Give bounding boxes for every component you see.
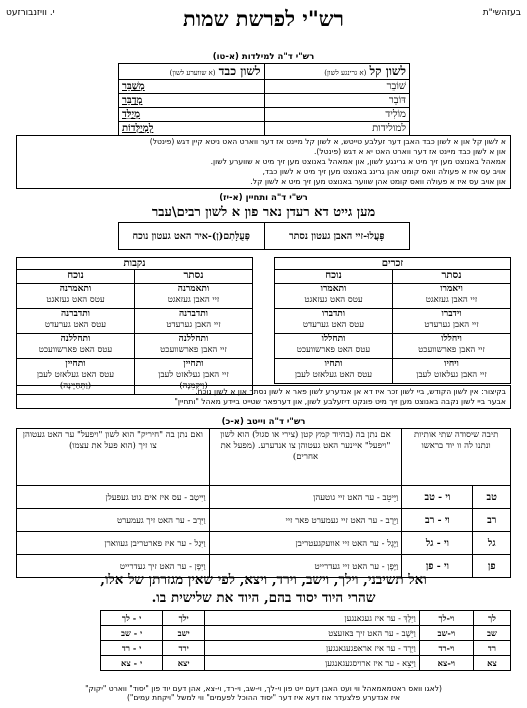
- conj-cell: ויחללו זיי האבן פארשוועכט: [393, 334, 510, 359]
- table-cell: רד: [473, 641, 510, 656]
- conj-cell: ותחיין זיי האבן געלאזט לעבן (וַיִּקְמִּנָה): [158, 359, 229, 391]
- section3-title: רש"י ד"ה וייטב (א-כ): [221, 417, 306, 427]
- nekeva-nochach-col: [17, 270, 134, 394]
- table-cell: ירד: [163, 641, 205, 656]
- yesod-table: [100, 610, 511, 671]
- table-cell: ילך: [163, 611, 205, 626]
- kal-kaved-explanation: [16, 135, 511, 189]
- table-cell: וַיֵּרֶד - ער איז אראפגעגאנגען: [205, 641, 420, 656]
- table-cell: וַיִּגַל - ער איז פארטריבן געווארן: [17, 532, 210, 555]
- table-cell: למולידות: [264, 122, 410, 136]
- zachar-title: זכרים: [275, 258, 510, 270]
- conj-cell: ותאמרו עטס האט געזאגט: [275, 284, 392, 309]
- conj-cell: ותאמרנה עטס האט געזאגט: [17, 284, 134, 309]
- col-header-left: ואם נתן בה "חיריק" הוא לשון "ויפעל" ער האט געטוהן צו זיך (הוא פעל את עצמו): [17, 429, 210, 486]
- table-cell: וַיִּרֶב - ער האט זיך געמערט: [17, 509, 210, 532]
- author-name: י. וויזנבורזעט: [6, 8, 55, 18]
- table-cell: וַיִּיטַב - עס איז אים גוט געפעלן: [17, 486, 210, 509]
- table-cell: מְיַלֵּד: [119, 108, 265, 122]
- zachar-box: [274, 257, 511, 384]
- col-header: נסתר: [393, 270, 510, 284]
- conj-cell: ותדברנה זיי האבן גערעדט: [135, 309, 252, 334]
- conj-cell: ותחיין עטס האט געלאזט לעבן (וַתְּחַיֶּינָה): [36, 359, 115, 391]
- root-cell: וי - פן: [402, 555, 473, 578]
- col-header: נוכח: [17, 270, 134, 284]
- conj-cell: ותדברנה עטס האט גערעדט: [17, 309, 134, 334]
- conj-cell: ויחיו זיי האבן געלאזט לעבן: [416, 359, 487, 380]
- root-cell: פן: [473, 555, 511, 578]
- table-cell: מְדַבֵּר: [119, 94, 265, 108]
- bsd-mark: בעזהשי"ת: [482, 8, 521, 18]
- para-line: אבער ביי לשון נקבה באנוצט מען זיך מיט פונקט דיזעלבע לשון, און דערפאר שטייט ביידע מאהל "ותחיין": [174, 397, 506, 406]
- para-line: אויב עס איז א פעולה וואס קומט אהן גרינג באנוצט מען זיך מיט א לשון כבד,: [262, 167, 506, 176]
- col-header: נוכח: [275, 270, 392, 284]
- table-cell: יצא: [163, 656, 205, 671]
- vayetev-table: [16, 428, 511, 578]
- table-cell: צא: [473, 656, 510, 671]
- para-line: א לשון קל און א לשון כבד האבן דער זעלבע טייטש, א לשון קל מיינט אז דער ווארט האט ניטא קיין דגש (פינטל): [149, 137, 506, 146]
- table-cell: דּוֹבֵר: [264, 94, 410, 108]
- footer-note: [0, 684, 527, 702]
- col-header-right: תיבה שיסודה שתי אותיות ונתנו לה וו יוד בראשו: [402, 429, 511, 486]
- table-cell: וַיֵּיטֵב - ער האט זיי גוטעהן: [209, 486, 402, 509]
- nekeva-nistar-col: [134, 270, 252, 394]
- para-line: און א לשון כבד מיינט אז דער ווארט האט יא א דגש (פינטל).: [313, 147, 506, 156]
- conj-cell: ותחיו עטס האט געלאזט לעבן: [294, 359, 373, 380]
- gufim-table: [118, 222, 410, 250]
- table-cell: וי-רד: [419, 641, 473, 656]
- section1-title: רש"י ד"ה למילדות (א-טו): [212, 52, 315, 62]
- col-header: נסתר: [135, 270, 252, 284]
- footer-line: (לאגו וואס ראטמאמאהל ווי ועט האבן דעם ייט פון וי-לך, וי-שב, וי-רד, וי-צא, אהן דעם יוד פון "יסוד" ווארט "יקוק": [85, 684, 442, 693]
- table-cell: וַיֵּלֶךְ - ער איז געגאנגען: [205, 611, 420, 626]
- zachar-nochach-col: [275, 270, 392, 383]
- conj-cell: ותחללנה זיי האבן פארשוועכט: [135, 334, 252, 359]
- table-cell: וי-לך: [419, 611, 473, 626]
- nekeva-title: נקבות: [17, 258, 252, 270]
- root-cell: וי - רב: [402, 509, 473, 532]
- table-cell: לְמְיַלְּדוֹת: [119, 122, 265, 136]
- conj-cell: ויאמרו זיי האבן געזאגט: [393, 284, 510, 309]
- kal-header: לשון קל (א גרינגע לשון): [264, 64, 410, 80]
- table-cell: ישב: [163, 626, 205, 641]
- conj-cell: ותדברו עטס האט גערעדט: [275, 309, 392, 334]
- conj-cell: ותאמרנה זיי האבן געזאגט: [135, 284, 252, 309]
- page-title: רש"י לפרשת שמות: [183, 6, 344, 31]
- kal-kaved-table: [118, 63, 410, 136]
- gender-summary: [16, 385, 511, 409]
- root-cell: רב: [473, 509, 511, 532]
- table-cell: שב: [473, 626, 510, 641]
- table-cell: מוֹלִיד: [264, 108, 410, 122]
- col-header-mid: אם נתן בה (בהיוד קמץ קטן (צירי או סגול) הוא לשון "ויפעל" איינער האט געטוהן צו אנדערע. (מפעל את אחרים): [209, 429, 402, 486]
- table-cell: וַיֵּרֶב - ער האט זיי געמערט פאר זיי: [209, 509, 402, 532]
- para-line: און אויב עס איז א פעולה וואס קומט אהן שווער באנוצט מען זיך מיט א לשון קל.: [250, 177, 506, 186]
- table-cell: י - צא: [101, 656, 163, 671]
- nochach-box: פְּעֻלָּתִם(ן)-איר האט געטון נוכח: [119, 223, 265, 250]
- table-cell: וַיֶּפֶן - ער האט זיי געדרייט: [209, 555, 402, 578]
- section2-headline: מען גייט דא רעדן נאר פון א לשון רבים\עבר: [151, 205, 376, 220]
- conj-cell: וידברו זיי האבן גערעדט: [393, 309, 510, 334]
- para-line: בקיצור: אין לשון הקודש, ביי לשון זכר איז דא אן אנדערע לשון פאר א לשון נסתר און א לשון נוכח,: [195, 387, 506, 396]
- nistar-box: פָּעֲלוּ-זיי האבן געטון נסתר: [264, 223, 410, 250]
- zachar-nistar-col: [392, 270, 510, 383]
- table-cell: שׁוֹבֵר: [264, 80, 410, 94]
- table-cell: וַיֵּצֵא - ער איז ארויסגעגאנגען: [205, 656, 420, 671]
- footer-line: איז אנדערע פלצעדר אוז דעא איז דער "יסוד ההוכל לפעמים" ווי למשל "ויקחת עמים"): [126, 693, 401, 702]
- table-cell: לך: [473, 611, 510, 626]
- table-cell: וַיֶּגֶל - ער האט זיי אוועקגעטריבן: [209, 532, 402, 555]
- page-header: [6, 6, 521, 40]
- conj-cell: ותחללו עטס האט פארשוועכט: [275, 334, 392, 359]
- table-cell: וַיֵּשֶׁב - ער האט זיך בּאזעצט: [205, 626, 420, 641]
- table-cell: וַיִּפֶן - ער האט זיך געדרייט: [17, 555, 210, 578]
- table-cell: וי-צא: [419, 656, 473, 671]
- root-cell: וי - גל: [402, 532, 473, 555]
- root-cell: גל: [473, 532, 511, 555]
- table-cell: י - שב: [101, 626, 163, 641]
- section2-title: רש"י ד"ה ותחיין (א-יז): [219, 193, 308, 203]
- conj-cell: ותחללנה עטס האט פארשוועכט: [17, 334, 134, 359]
- kaved-header: לשון כבד (א שווערע לשון): [119, 64, 265, 80]
- rashi-quote-line2: שהרי היוד יסוד בהם, היוד את שלישית בו.: [151, 590, 376, 606]
- para-line: אמאהל באנוצט מען זיך מיט א גרינגע לשון, און אמאהל באנוצט מען זיך מיט א שווערע לשון.: [210, 157, 506, 166]
- root-cell: טב: [473, 486, 511, 509]
- rashi-quote-line1: ואל תשיבני, וילך, וישב, וירד, ויצא, לפי שאין מגזרתן של אלו,: [100, 572, 427, 588]
- table-cell: מְשַׁבֵּר: [119, 80, 265, 94]
- table-cell: י - לך: [101, 611, 163, 626]
- root-cell: וי - טב: [402, 486, 473, 509]
- nekeva-box: [16, 257, 253, 395]
- table-cell: י - רד: [101, 641, 163, 656]
- table-cell: וי-שב: [419, 626, 473, 641]
